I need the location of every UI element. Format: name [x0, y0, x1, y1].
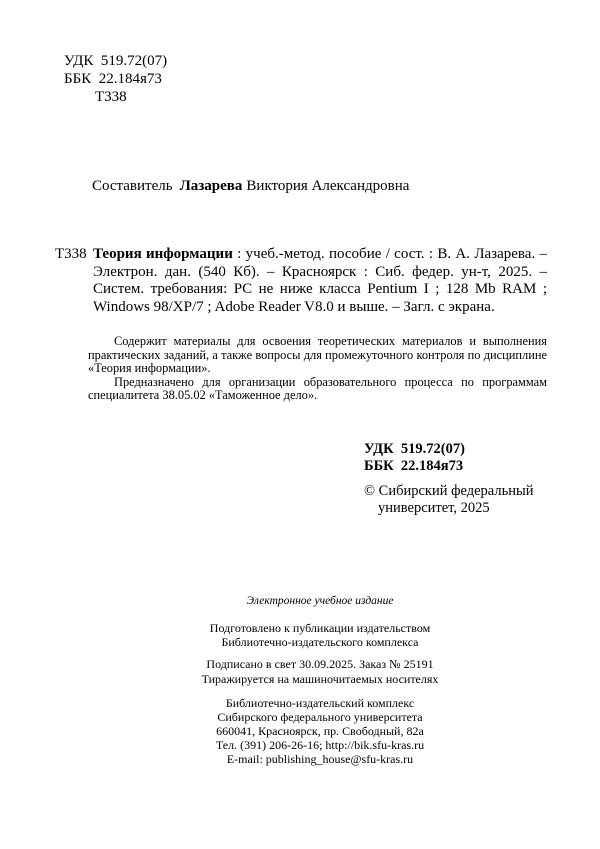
contacts-line-4: Тел. (391) 206-26-16; http://bik.sfu-kras.ru — [215, 738, 425, 752]
publisher-note-line-2: Библиотечно-издательского комплекса — [221, 635, 419, 649]
bottom-bbk: ББК 22.184я73 — [364, 458, 464, 474]
top-bbk: ББК 22.184я73 — [64, 71, 162, 87]
contacts-line-1: Библиотечно-издательский комплекс — [225, 696, 415, 710]
compiler-name: Виктория Александровна — [246, 178, 410, 194]
top-udk: УДК 519.72(07) — [64, 53, 168, 69]
contacts-line-5: E-mail: publishing_house@sfu-kras.ru — [226, 752, 414, 766]
imprint-block — [40, 657, 600, 687]
imprint-line-1: Подписано в свет 30.09.2025. Заказ № 25191 — [206, 657, 434, 671]
edition-type-note: Электронное учебное издание — [246, 595, 394, 607]
contacts-line-2: Сибирского федерального университета — [217, 710, 423, 724]
compiler-label: Составитель — [92, 178, 173, 194]
bib-title: Теория информации — [93, 246, 233, 262]
bottom-udk: УДК 519.72(07) — [364, 441, 465, 457]
bib-description: : учеб.-метод. пособие / сост. : В. А. Лазарева. – Электрон. дан. (540 Кб). – Красноярск : Сиб. федер. ун-т, 2025. – Систем. требования: PC не ниже класса Pentium I ; 128 Mb RAM ; Windows 98/XP/7 ; Adobe Reader V8.0 и выше. – Загл. с экрана. — [93, 246, 548, 315]
copyright-block — [364, 483, 533, 517]
compiler-surname: Лазарева — [179, 178, 243, 194]
publisher-contacts-block — [40, 696, 600, 766]
publisher-note-block — [40, 621, 600, 649]
annotation-paragraph-2: Предназначено для организации образовательного процесса по программам специалитета 38.05.02 «Таможенное дело». — [88, 374, 547, 402]
compiler-line — [92, 178, 409, 195]
annotation-paragraph-1: Содержит материалы для освоения теоретических материалов и выполнения практических заданий, а также вопросы для промежуточного контроля по дисциплине «Теория информации». — [88, 334, 547, 375]
contacts-line-3: 660041, Красноярск, пр. Свободный, 82а — [216, 724, 424, 738]
publisher-note-line-1: Подготовлено к публикации издательством — [209, 621, 431, 635]
bib-code: Т338 — [55, 246, 87, 262]
bottom-codes-block — [364, 441, 465, 475]
annotation-block — [88, 335, 547, 403]
bibliographic-entry — [55, 246, 547, 316]
copyright-line-1: © Сибирский федеральный — [364, 483, 534, 499]
copyright-line-2: университет, 2025 — [378, 500, 490, 516]
top-codes-block — [64, 52, 167, 106]
top-author-sign: Т338 — [95, 89, 127, 105]
imprint-line-2: Тиражируется на машиночитаемых носителях — [201, 672, 439, 686]
